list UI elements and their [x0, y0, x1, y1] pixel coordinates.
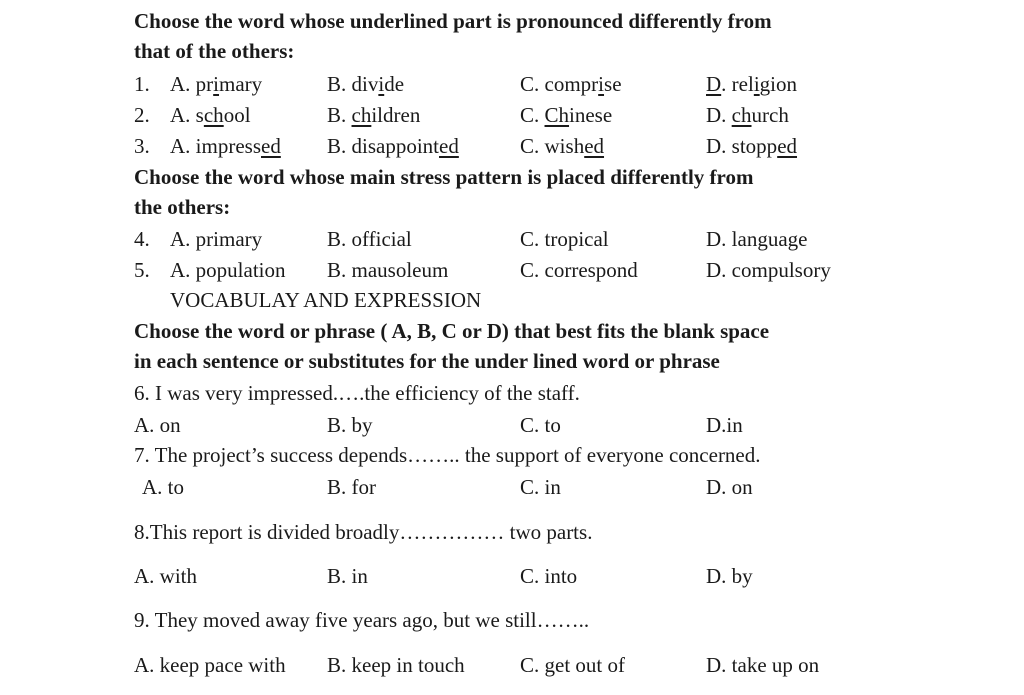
q6-option-d: D.in	[706, 413, 743, 437]
q6-option-a: A. on	[134, 413, 181, 437]
q7-stem: 7. The project’s success depends…….. the support of everyone concerned.	[134, 443, 761, 467]
q2-option-b: B. children	[327, 103, 421, 127]
q5-option-b: B. mausoleum	[327, 258, 449, 282]
q7-option-c: C. in	[520, 475, 561, 499]
q9-option-a: A. keep pace with	[134, 653, 286, 677]
q1-option-c: C. comprise	[520, 72, 622, 96]
q5-number: 5.	[134, 258, 150, 282]
q4-option-a: A. primary	[170, 227, 263, 251]
q2-number: 2.	[134, 103, 150, 127]
q2-option-a: A. school	[170, 103, 251, 127]
section1-heading-line2: that of the others:	[134, 39, 295, 63]
q7-option-b: B. for	[327, 475, 376, 499]
q7-option-d: D. on	[706, 475, 753, 499]
q8-option-c: C. into	[520, 564, 578, 588]
q5-option-d: D. compulsory	[706, 258, 831, 282]
q9-option-b: B. keep in touch	[327, 653, 465, 677]
q5-option-c: C. correspond	[520, 258, 638, 282]
q3-option-c: C. wished	[520, 134, 605, 158]
q6-option-c: C. to	[520, 413, 561, 437]
q1-number: 1.	[134, 72, 150, 96]
q8-option-d: D. by	[706, 564, 753, 588]
q9-option-c: C. get out of	[520, 653, 625, 677]
section2-heading-line1: Choose the word whose main stress pattern is placed differently from	[134, 165, 754, 189]
q1-option-a: A. primary	[170, 72, 263, 96]
q2-option-d: D. church	[706, 103, 789, 127]
q6-option-b: B. by	[327, 413, 373, 437]
q4-option-b: B. official	[327, 227, 412, 251]
q9-option-d: D. take up on	[706, 653, 820, 677]
q3-option-d: D. stopped	[706, 134, 798, 158]
q2-option-c: C. Chinese	[520, 103, 613, 127]
section3-heading-line1: Choose the word or phrase ( A, B, C or D) that best fits the blank space	[134, 319, 770, 343]
q4-option-d: D. language	[706, 227, 808, 251]
q7-option-a: A. to	[142, 475, 184, 499]
q8-option-b: B. in	[327, 564, 368, 588]
q8-stem: 8.This report is divided broadly…………… two parts.	[134, 520, 593, 544]
q3-option-a: A. impressed	[170, 134, 281, 158]
vocabulary-section-title: VOCABULAY AND EXPRESSION	[170, 288, 482, 312]
section2-heading-line2: the others:	[134, 195, 231, 219]
q6-stem: 6. I was very impressed.….the efficiency of the staff.	[134, 381, 580, 405]
q8-option-a: A. with	[134, 564, 197, 588]
q9-stem: 9. They moved away five years ago, but we still……..	[134, 608, 590, 632]
q1-option-d: D. religion	[706, 72, 798, 96]
q4-option-c: C. tropical	[520, 227, 609, 251]
q4-number: 4.	[134, 227, 150, 251]
q5-option-a: A. population	[170, 258, 286, 282]
q3-option-b: B. disappointed	[327, 134, 459, 158]
q3-number: 3.	[134, 134, 150, 158]
section1-heading-line1: Choose the word whose underlined part is pronounced differently from	[134, 9, 772, 33]
section3-heading-line2: in each sentence or substitutes for the under lined word or phrase	[134, 349, 720, 373]
q1-option-b: B. divide	[327, 72, 405, 96]
